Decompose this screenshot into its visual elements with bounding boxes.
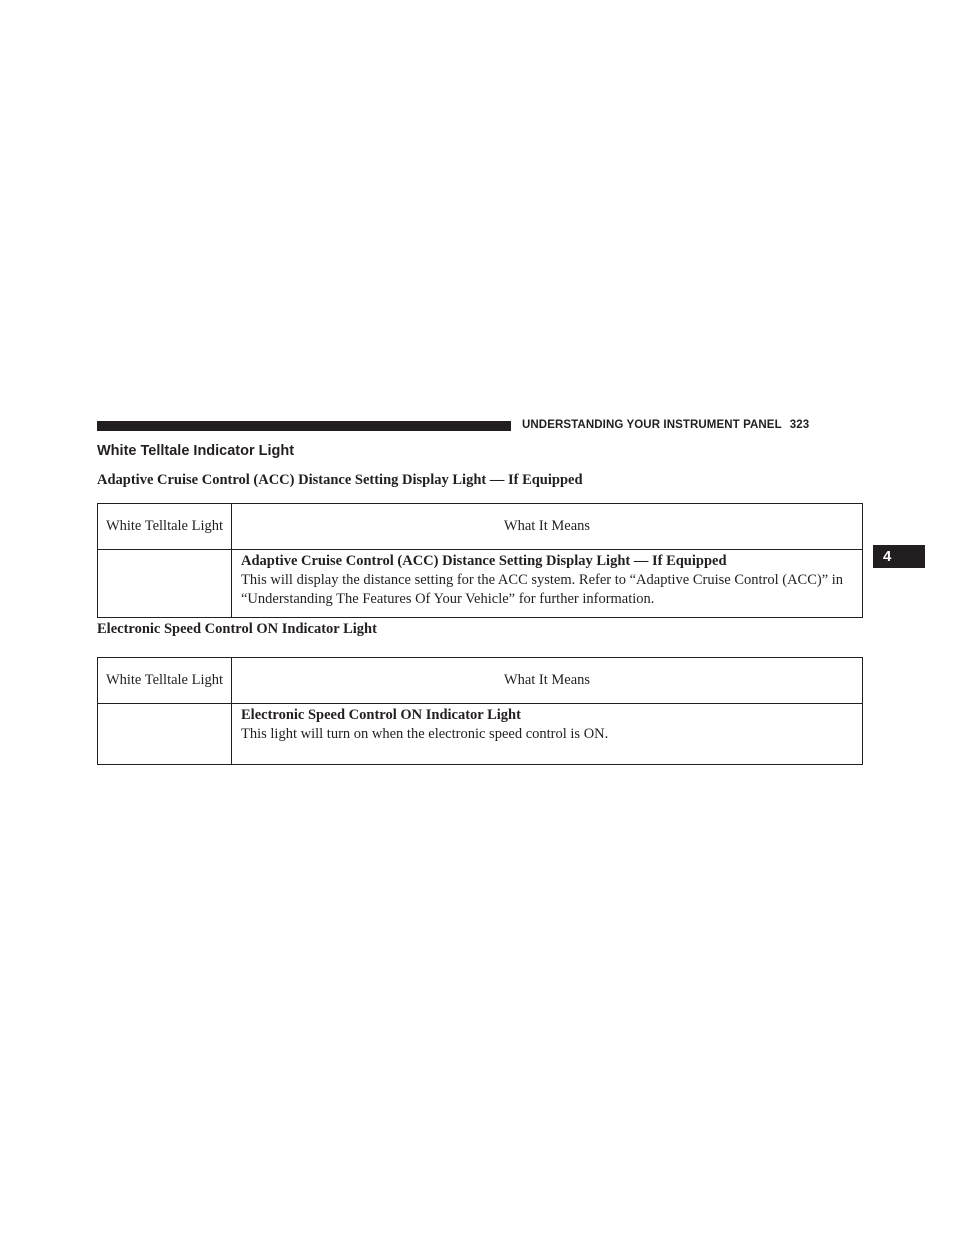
entry-body: This light will turn on when the electronic speed control is ON. [241,726,609,742]
column-header-meaning: What It Means [232,504,863,550]
table-header-row [98,504,863,550]
section-title: White Telltale Indicator Light [97,443,295,459]
telltale-icon-cell [98,550,232,618]
telltale-icon-cell [98,704,232,765]
meaning-cell [232,704,863,765]
running-head [522,419,809,431]
running-head-title: UNDERSTANDING YOUR INSTRUMENT PANEL [522,419,782,431]
column-header-meaning: What It Means [232,658,863,704]
table-row [98,550,863,618]
table-heading-acc: Adaptive Cruise Control (ACC) Distance Setting Display Light — If Equipped [97,472,583,488]
telltale-table-acc [97,503,863,618]
table-heading-esc: Electronic Speed Control ON Indicator Light [97,621,377,637]
telltale-table-esc [97,657,863,765]
column-header-telltale: White Telltale Light [98,658,232,704]
entry-title: Electronic Speed Control ON Indicator Light [241,707,521,723]
column-header-telltale: White Telltale Light [98,504,232,550]
entry-title: Adaptive Cruise Control (ACC) Distance Setting Display Light — If Equipped [241,553,727,569]
header-rule-bar [97,421,511,431]
chapter-tab: 4 [873,545,925,568]
table-header-row [98,658,863,704]
table-row [98,704,863,765]
page-number: 323 [789,419,810,431]
entry-body: This will display the distance setting for the ACC system. Refer to “Adaptive Cruise Control (ACC)” in “Understanding The Features Of Your Vehicle” for further information. [241,572,844,607]
meaning-cell [232,550,863,618]
